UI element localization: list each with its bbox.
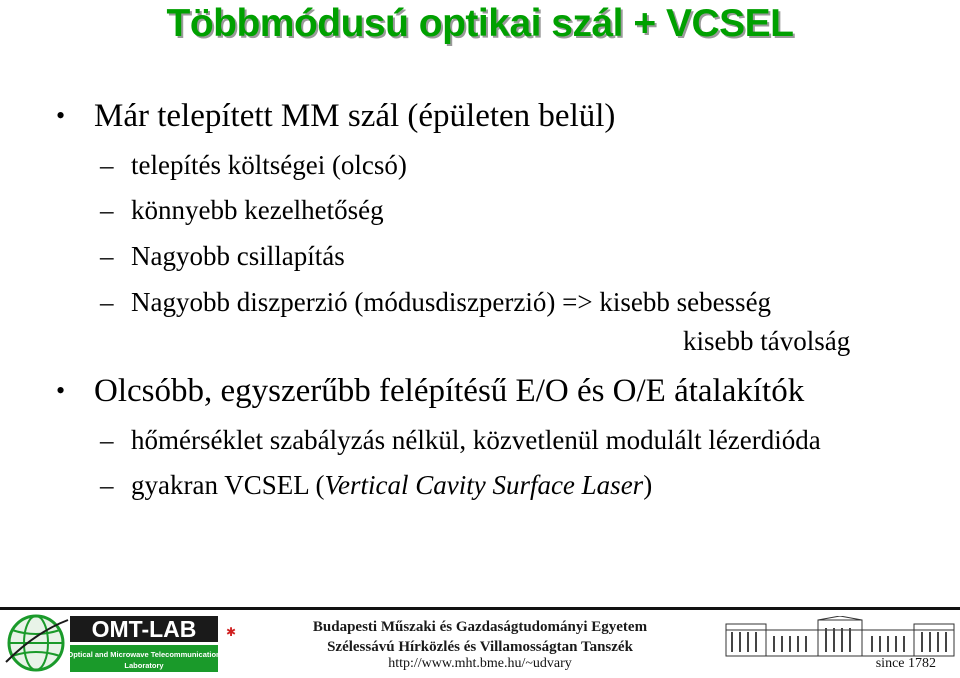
svg-text:✱: ✱ [226,625,237,639]
bullet-1-text: Már telepített MM szál (épületen belül) [94,98,616,134]
globe-logo-icon [6,616,68,670]
vcsel-prefix: gyakran VCSEL ( [131,470,325,500]
dash-icon: – [100,195,114,225]
bullet-dot-icon: • [56,101,66,130]
footer-divider [0,607,960,610]
dash-icon: – [100,287,114,317]
university-name: Budapesti Műszaki és Gazdaságtudományi Egyetem [312,619,648,635]
logo-main-text: OMT-LAB [91,616,197,642]
sub-item-text: könnyebb kezelhetőség [131,195,384,225]
sub-item-text [131,468,652,502]
sub-item-text: hőmérséklet szabályzás nélkül, közvetlenül modulált lézerdióda [131,425,821,455]
footer-since: since 1782 [875,656,936,671]
building-icon [722,616,958,658]
footer-url: http://www.mht.bme.hu/~udvary [388,656,572,671]
sub-item-continuation: kisebb távolság [683,326,851,356]
department-name: Szélessávú Hírközlés és Villamosságtan Tanszék [327,639,633,655]
slide-title: Többmódusú optikai szál + VCSEL [166,2,794,45]
dash-icon: – [100,241,114,271]
logo-sub1-text: Optical and Microwave Telecommunication [67,650,221,659]
sub-item-text: Nagyobb diszperzió (módusdiszperzió) => kisebb sebesség [131,287,772,317]
dash-icon: – [100,425,114,455]
omt-lab-logo [2,612,238,674]
bullet-dot-icon: • [56,376,66,405]
dash-icon: – [100,150,114,180]
logo-sub2-text: Laboratory [124,661,164,670]
vcsel-italic: Vertical Cavity Surface Laser [324,470,644,500]
bullet-2-text: Olcsóbb, egyszerűbb felépítésű E/O és O/E átalakítók [94,373,805,409]
sub-item-text: telepítés költségei (olcsó) [131,150,407,180]
sub-item-text: Nagyobb csillapítás [131,241,345,271]
footer-university-block [290,617,670,657]
vcsel-suffix: ) [643,470,653,500]
dash-icon: – [100,470,114,500]
